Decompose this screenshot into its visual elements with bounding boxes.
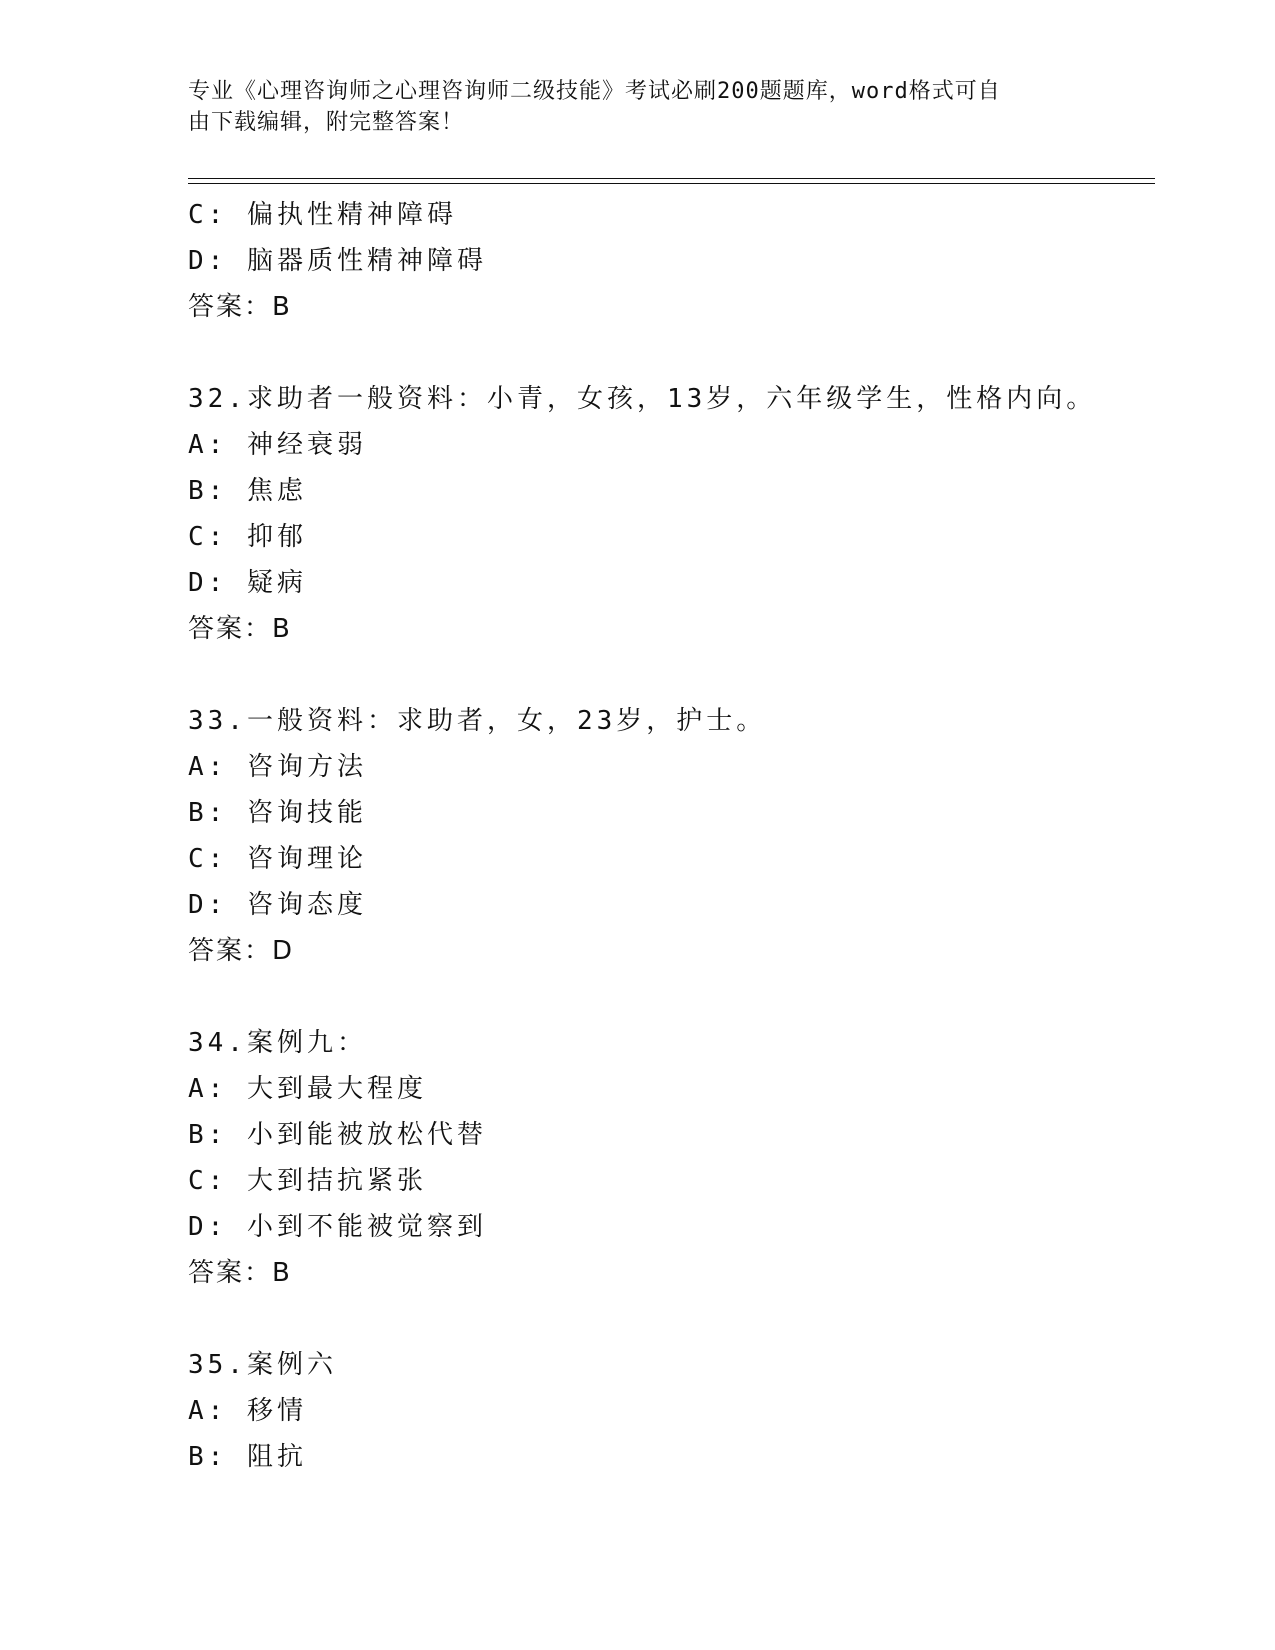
option-c: C: 咨询理论	[188, 844, 367, 874]
option-b: B: 小到能被放松代替	[188, 1120, 487, 1150]
option-c: C: 抑郁	[188, 522, 307, 552]
question-stem-32: 32.求助者一般资料：小青，女孩，13岁，六年级学生，性格内向。	[188, 384, 1097, 414]
question-stem-35: 35.案例六	[188, 1350, 337, 1380]
question-stem-33: 33.一般资料：求助者，女，23岁，护士。	[188, 706, 767, 736]
option-b: B: 阻抗	[188, 1442, 307, 1472]
option-a: A: 移情	[188, 1396, 307, 1426]
option-a: A: 大到最大程度	[188, 1074, 427, 1104]
answer-line: 答案：B	[188, 1258, 292, 1288]
header-divider-bottom	[188, 183, 1155, 184]
question-list	[188, 192, 1155, 1480]
option-d: D: 疑病	[188, 568, 307, 598]
answer-line: 答案：D	[188, 936, 295, 966]
document-header	[188, 76, 1068, 138]
answer-line: 答案：B	[188, 292, 292, 322]
option-c: C: 偏执性精神障碍	[188, 200, 457, 230]
option-a: A: 咨询方法	[188, 752, 367, 782]
option-a: A: 神经衰弱	[188, 430, 367, 460]
option-c: C: 大到拮抗紧张	[188, 1166, 427, 1196]
option-d: D: 咨询态度	[188, 890, 367, 920]
header-line-1: 专业《心理咨询师之心理咨询师二级技能》考试必刷200题题库，word格式可自	[188, 79, 1001, 104]
option-b: B: 焦虑	[188, 476, 307, 506]
answer-line: 答案：B	[188, 614, 292, 644]
option-b: B: 咨询技能	[188, 798, 367, 828]
header-line-2: 由下载编辑，附完整答案！	[188, 110, 465, 135]
question-stem-34: 34.案例九：	[188, 1028, 367, 1058]
header-divider-top	[188, 178, 1155, 179]
option-d: D: 小到不能被觉察到	[188, 1212, 487, 1242]
option-d: D: 脑器质性精神障碍	[188, 246, 487, 276]
